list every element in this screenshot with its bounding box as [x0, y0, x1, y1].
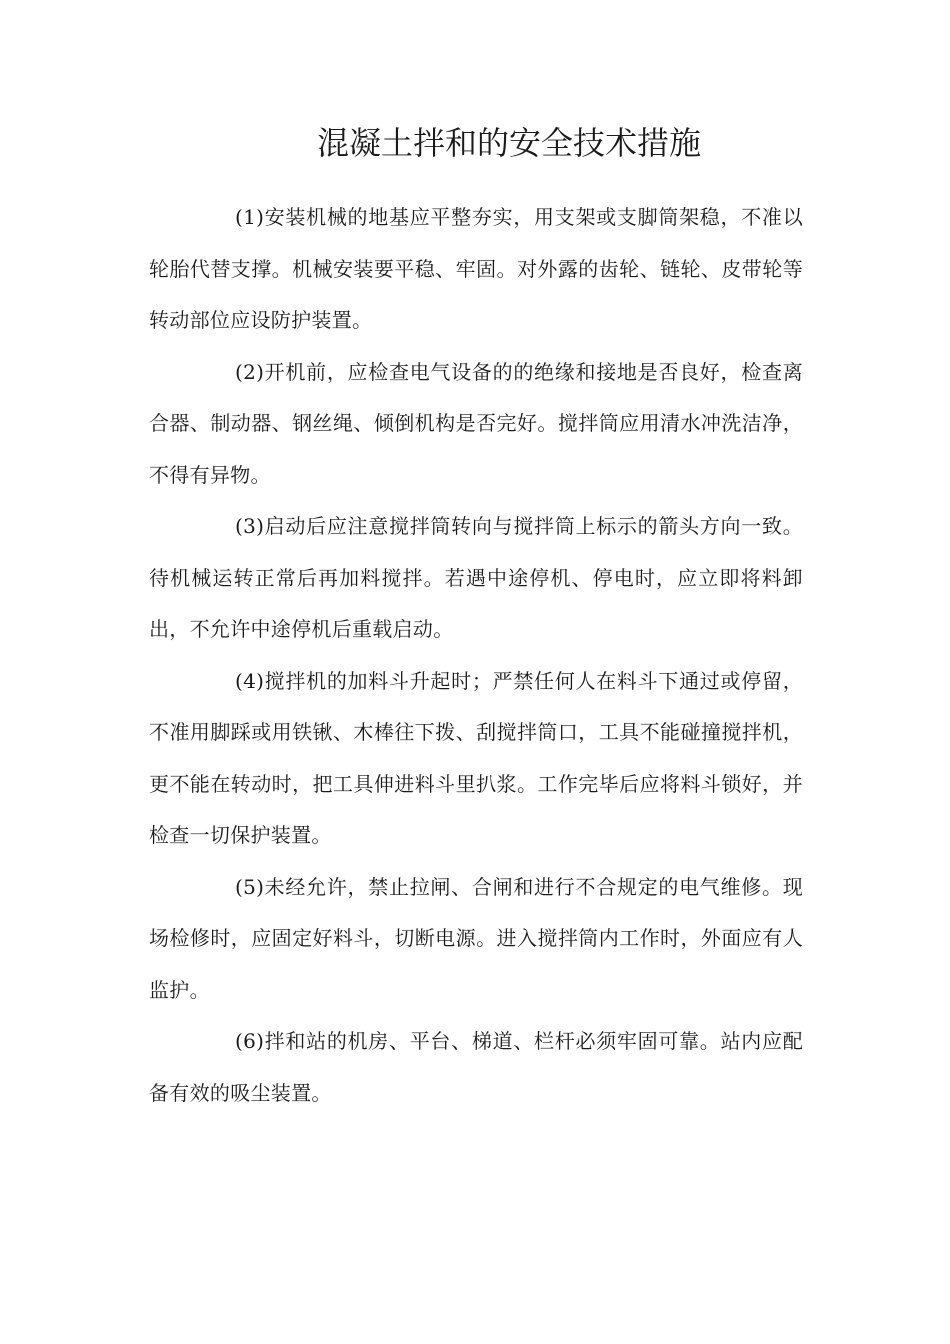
- paragraph-4: (4)搅拌机的加料斗升起时；严禁任何人在料斗下通过或停留，不准用脚踩或用铁锹、木棒往下拨、刮搅拌筒口，工具不能碰撞搅拌机，更不能在转动时，把工具伸进料斗里扒浆。工作完毕后应将料斗锁好，并检查一切保护装置。: [149, 668, 803, 847]
- paragraph-5: (5)未经允许，禁止拉闸、合闸和进行不合规定的电气维修。现场检修时，应固定好料斗，切断电源。进入搅拌筒内工作时，外面应有人监护。: [149, 874, 803, 1002]
- paragraph-6: (6)拌和站的机房、平台、梯道、栏杆必须牢固可靠。站内应配备有效的吸尘装置。: [149, 1029, 803, 1105]
- paragraph-2: (2)开机前，应检查电气设备的的绝缘和接地是否良好，检查离合器、制动器、钢丝绳、倾倒机构是否完好。搅拌筒应用清水冲洗洁净，不得有异物。: [149, 359, 803, 487]
- paragraph-1: (1)安装机械的地基应平整夯实，用支架或支脚筒架稳，不准以轮胎代替支撑。机械安装要平稳、牢固。对外露的齿轮、链轮、皮带轮等转动部位应设防护装置。: [149, 205, 803, 332]
- document-title: 混凝土拌和的安全技术措施: [316, 124, 701, 162]
- document-body: [149, 192, 803, 1119]
- paragraph-3: (3)启动后应注意搅拌筒转向与搅拌筒上标示的箭头方向一致。待机械运转正常后再加料搅拌。若遇中途停机、停电时，应立即将料卸出，不允许中途停机后重载启动。: [149, 514, 803, 641]
